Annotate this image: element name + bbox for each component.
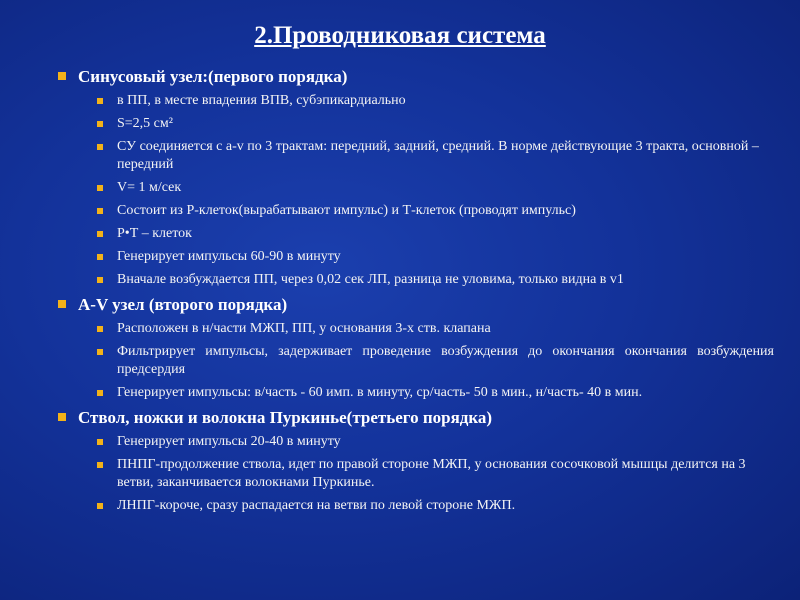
- list-item: [97, 115, 774, 133]
- list-item: [97, 92, 774, 110]
- section-bundle-purkinje: [58, 407, 774, 515]
- square-bullet-icon: [97, 349, 103, 355]
- square-bullet-icon: [97, 439, 103, 445]
- list-item-text: Р•Т – клеток: [117, 226, 192, 241]
- square-bullet-icon: [58, 413, 66, 421]
- list-item: [97, 384, 774, 402]
- section-sinus-node: [58, 66, 774, 289]
- list-item-text: S=2,5 см²: [117, 116, 173, 131]
- square-bullet-icon: [97, 326, 103, 332]
- square-bullet-icon: [97, 390, 103, 396]
- section-heading: [58, 407, 774, 429]
- list-item-text: Фильтрирует импульсы, задерживает проведение возбуждения до окончания окончания возбуждения предсердия: [117, 344, 774, 377]
- section-heading: [58, 294, 774, 316]
- list-item-text: СУ соединяется с a-v по 3 трактам: передний, задний, средний. В норме действующие 3 тракта, основной – передний: [117, 139, 759, 172]
- list-item-text: Генерирует импульсы 60-90 в минуту: [117, 249, 341, 264]
- list-item: [97, 248, 774, 266]
- bullet-list: [58, 92, 774, 289]
- square-bullet-icon: [97, 462, 103, 468]
- square-bullet-icon: [58, 300, 66, 308]
- list-item-text: Генерирует импульсы 20-40 в минуту: [117, 434, 341, 449]
- section-heading: [58, 66, 774, 88]
- list-item-text: Состоит из Р-клеток(вырабатывают импульс) и Т-клеток (проводят импульс): [117, 203, 576, 218]
- list-item: [97, 202, 774, 220]
- section-av-node: [58, 294, 774, 402]
- list-item-text: в ПП, в месте впадения ВПВ, субэпикардиально: [117, 93, 406, 108]
- square-bullet-icon: [97, 121, 103, 127]
- square-bullet-icon: [97, 185, 103, 191]
- square-bullet-icon: [97, 231, 103, 237]
- list-item-text: V= 1 м/сек: [117, 180, 182, 195]
- list-item-text: Расположен в н/части МЖП, ПП, у основания 3-х ств. клапана: [117, 321, 491, 336]
- square-bullet-icon: [97, 144, 103, 150]
- list-item: [97, 138, 774, 174]
- list-item: [97, 320, 774, 338]
- bullet-list: [58, 433, 774, 515]
- list-item: [97, 225, 774, 243]
- list-item: [97, 271, 774, 289]
- list-item-text: ЛНПГ-короче, сразу распадается на ветви по левой стороне МЖП.: [117, 498, 516, 513]
- slide-content: [58, 62, 774, 520]
- slide-title: 2.Проводниковая система: [254, 22, 546, 49]
- square-bullet-icon: [97, 98, 103, 104]
- square-bullet-icon: [97, 208, 103, 214]
- list-item-text: ПНПГ-продолжение ствола, идет по правой стороне МЖП, у основания сосочковой мышцы делится на 3 ветви, заканчивается волокнами Пуркинье.: [117, 457, 746, 490]
- square-bullet-icon: [97, 254, 103, 260]
- square-bullet-icon: [97, 277, 103, 283]
- list-item-text: Генерирует импульсы: в/часть - 60 имп. в минуту, ср/часть- 50 в мин., н/часть- 40 в мин.: [117, 385, 643, 400]
- section-heading-text: Ствол, ножки и волокна Пуркинье(третьего порядка): [78, 408, 493, 427]
- list-item: [97, 456, 774, 492]
- square-bullet-icon: [58, 72, 66, 80]
- list-item: [97, 433, 774, 451]
- section-heading-text: A-V узел (второго порядка): [78, 295, 288, 314]
- list-item-text: Вначале возбуждается ПП, через 0,02 сек ЛП, разница не уловима, только видна в v1: [117, 272, 624, 287]
- list-item: [97, 343, 774, 379]
- bullet-list: [58, 320, 774, 402]
- list-item: [97, 179, 774, 197]
- list-item: [97, 497, 774, 515]
- square-bullet-icon: [97, 503, 103, 509]
- section-heading-text: Синусовый узел:(первого порядка): [78, 67, 348, 86]
